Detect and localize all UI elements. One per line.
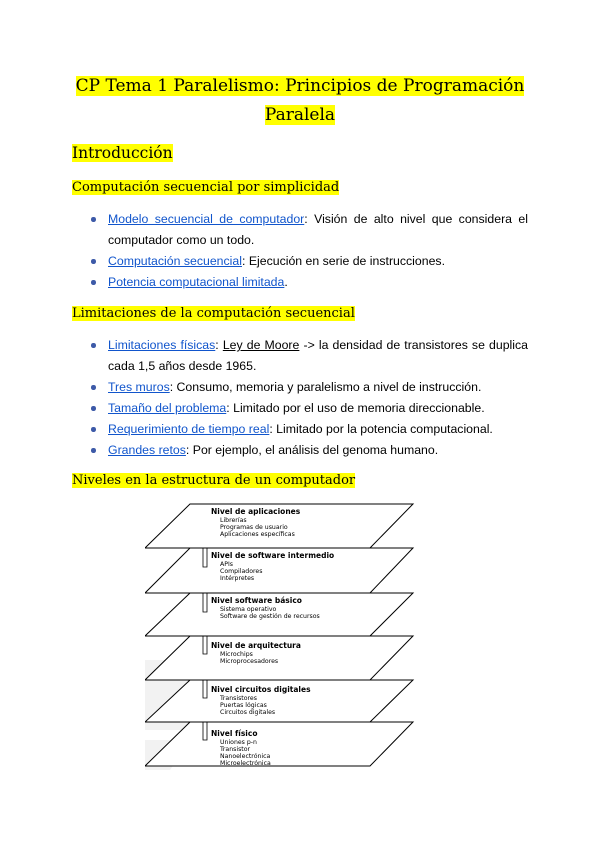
section-heading-limitations-text: Limitaciones de la computación secuencial [72,306,355,321]
plane-nivel-circuitos-digitales [145,680,413,722]
list-item-text: : Consumo, memoria y paralelismo a nivel de instrucción. [169,380,482,394]
plane-nivel-aplicaciones [145,504,413,548]
level-item: Microelectrónica [220,760,271,767]
level-item: Intérpretes [220,575,255,582]
section-heading-limitations [72,305,355,323]
list-item [108,440,528,461]
section-heading-levels [72,472,355,490]
section-heading-levels-text: Niveles en la estructura de un computador [72,473,356,488]
title-line-1: CP Tema 1 Paralelismo: Principios de Programación [75,76,525,96]
level-item: Compiladores [220,568,263,575]
intro-heading [72,143,173,163]
plane-nivel-software-intermedio [145,548,413,593]
list-item-separator: : [215,338,223,352]
list-item-text: : Visión de alto nivel que considera el computador como un todo. [108,212,528,247]
level-item: Circuitos digitales [220,709,276,716]
list-item [108,377,528,398]
plane-nivel-fisico [145,722,413,767]
level-name: Nivel software básico [211,596,302,605]
document-title [60,72,540,130]
computer-levels-diagram [145,500,435,775]
plane-nivel-software-basico [145,593,413,636]
link-limitaciones-fisicas[interactable]: Limitaciones físicas [108,338,216,352]
link-grandes-retos[interactable]: Grandes retos [108,443,186,457]
level-item: Aplicaciones específicas [220,531,295,538]
level-item: Software de gestión de recursos [220,613,320,620]
level-name: Nivel de software intermedio [211,551,335,560]
list-item [108,335,528,377]
level-name: Nivel físico [211,729,258,738]
level-item: Puertas lógicas [220,702,267,709]
limitations-list [108,335,528,461]
link-computacion-secuencial[interactable]: Computación secuencial [108,254,242,268]
list-item [108,272,528,293]
level-item: Programas de usuario [220,524,288,531]
level-item: Uniones p-n [220,739,257,746]
list-item [108,209,528,251]
list-item-text: : Limitado por la potencia computacional. [269,422,493,436]
link-tres-muros[interactable]: Tres muros [108,380,170,394]
level-item: Transistor [220,746,251,753]
intro-heading-text: Introducción [72,144,173,162]
list-item-text: : Limitado por el uso de memoria direccionable. [226,401,485,415]
level-item: APIs [220,561,234,568]
link-potencia-computacional[interactable]: Potencia computacional limitada [108,275,285,289]
section-heading-sequential [72,179,339,197]
list-item [108,419,528,440]
level-name: Nivel circuitos digitales [211,685,311,694]
level-item: Nanoelectrónica [220,753,271,760]
list-item-text: -> la densidad de transistores se duplica cada 1,5 años desde 1965. [108,338,528,373]
link-modelo-secuencial[interactable]: Modelo secuencial de computador [108,212,305,226]
sequential-list [108,209,528,293]
list-item-text: : Ejecución en serie de instrucciones. [241,254,445,268]
plane-nivel-arquitectura [145,636,413,680]
level-item: Librerías [220,517,247,524]
list-item [108,398,528,419]
level-name: Nivel de arquitectura [211,641,301,650]
list-item [108,251,528,272]
level-item: Transistores [220,695,257,702]
moore-law-text: Ley de Moore [222,338,300,352]
link-tamano-problema[interactable]: Tamaño del problema [108,401,227,415]
level-item: Microprocesadores [220,658,279,665]
title-line-2: Paralela [264,105,336,125]
section-heading-sequential-text: Computación secuencial por simplicidad [72,180,340,195]
level-item: Sistema operativo [220,606,277,613]
list-item-text: . [284,275,288,289]
level-item: Microchips [220,651,253,658]
link-tiempo-real[interactable]: Requerimiento de tiempo real [108,422,270,436]
list-item-text: : Por ejemplo, el análisis del genoma humano. [185,443,439,457]
level-name: Nivel de aplicaciones [211,507,301,516]
